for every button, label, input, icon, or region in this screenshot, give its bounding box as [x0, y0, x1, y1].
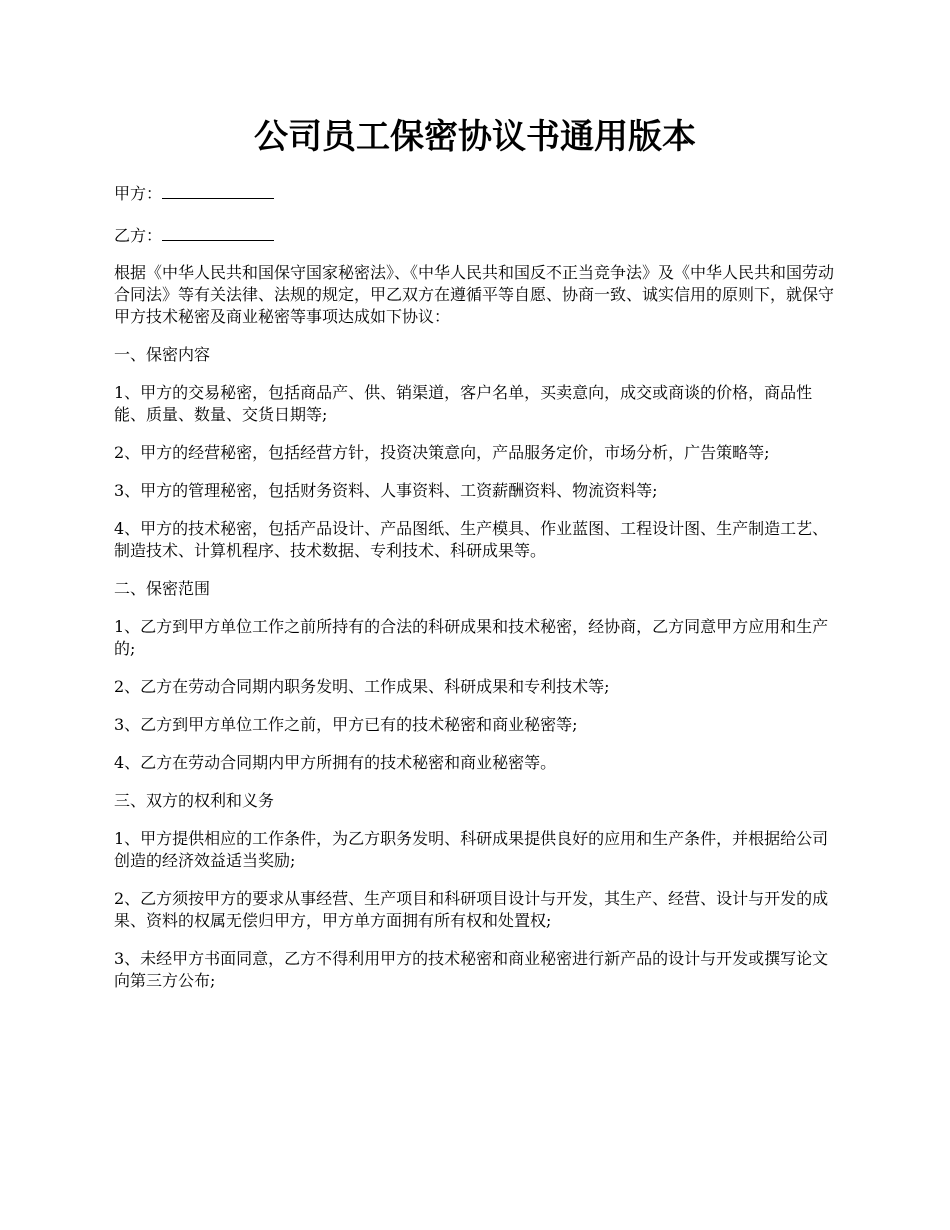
section-heading: 二、保密范围 — [114, 579, 211, 598]
clause-paragraph: 3、乙方到甲方单位工作之前，甲方已有的技术秘密和商业秘密等; — [114, 715, 578, 734]
clause-paragraph: 2、甲方的经营秘密，包括经营方针，投资决策意向，产品服务定价，市场分析，广告策略等; — [114, 443, 770, 462]
clause-paragraph: 4、甲方的技术秘密，包括产品设计、产品图纸、生产模具、作业蓝图、工程设计图、生产制造工艺、制造技术、计算机程序、技术数据、专利技术、科研成果等。 — [114, 519, 829, 560]
clause-paragraph: 1、甲方提供相应的工作条件，为乙方职务发明、科研成果提供良好的应用和生产条件，并根据给公司创造的经济效益适当奖励; — [114, 829, 829, 870]
clause-paragraph: 3、甲方的管理秘密，包括财务资料、人事资料、工资薪酬资料、物流资料等; — [114, 481, 658, 500]
party-b-label: 乙方： — [114, 226, 163, 245]
clause-paragraph: 3、未经甲方书面同意，乙方不得利用甲方的技术秘密和商业秘密进行新产品的设计与开发或撰写论文向第三方公布; — [114, 949, 829, 990]
clause-paragraph: 1、乙方到甲方单位工作之前所持有的合法的科研成果和技术秘密，经协商，乙方同意甲方应用和生产的; — [114, 617, 829, 658]
party-a-line — [114, 182, 274, 205]
clause-paragraph: 4、乙方在劳动合同期内甲方所拥有的技术秘密和商业秘密等。 — [114, 753, 557, 772]
document-body — [114, 262, 844, 1008]
party-a-blank — [162, 182, 274, 199]
party-b-line — [114, 224, 274, 247]
clause-paragraph: 2、乙方在劳动合同期内职务发明、工作成果、科研成果和专利技术等; — [114, 677, 610, 696]
document-title: 公司员工保密协议书通用版本 — [254, 117, 696, 157]
section-heading: 一、保密内容 — [114, 345, 211, 364]
preamble-paragraph: 根据《中华人民共和国保守国家秘密法》、《中华人民共和国反不正当竞争法》及《中华人民共和国劳动合同法》等有关法律、法规的规定，甲乙双方在遵循平等自愿、协商一致、诚实信用的原则下，就保守甲方技术秘密及商业秘密等事项达成如下协议： — [114, 263, 835, 326]
party-a-label: 甲方： — [114, 184, 163, 203]
clause-paragraph: 1、甲方的交易秘密，包括商品产、供、销渠道，客户名单，买卖意向，成交或商谈的价格，商品性能、质量、数量、交货日期等; — [114, 383, 813, 424]
section-heading: 三、双方的权利和义务 — [114, 791, 275, 810]
clause-paragraph: 2、乙方须按甲方的要求从事经营、生产项目和科研项目设计与开发，其生产、经营、设计与开发的成果、资料的权属无偿归甲方，甲方单方面拥有所有权和处置权; — [114, 889, 829, 930]
party-b-blank — [162, 224, 274, 241]
